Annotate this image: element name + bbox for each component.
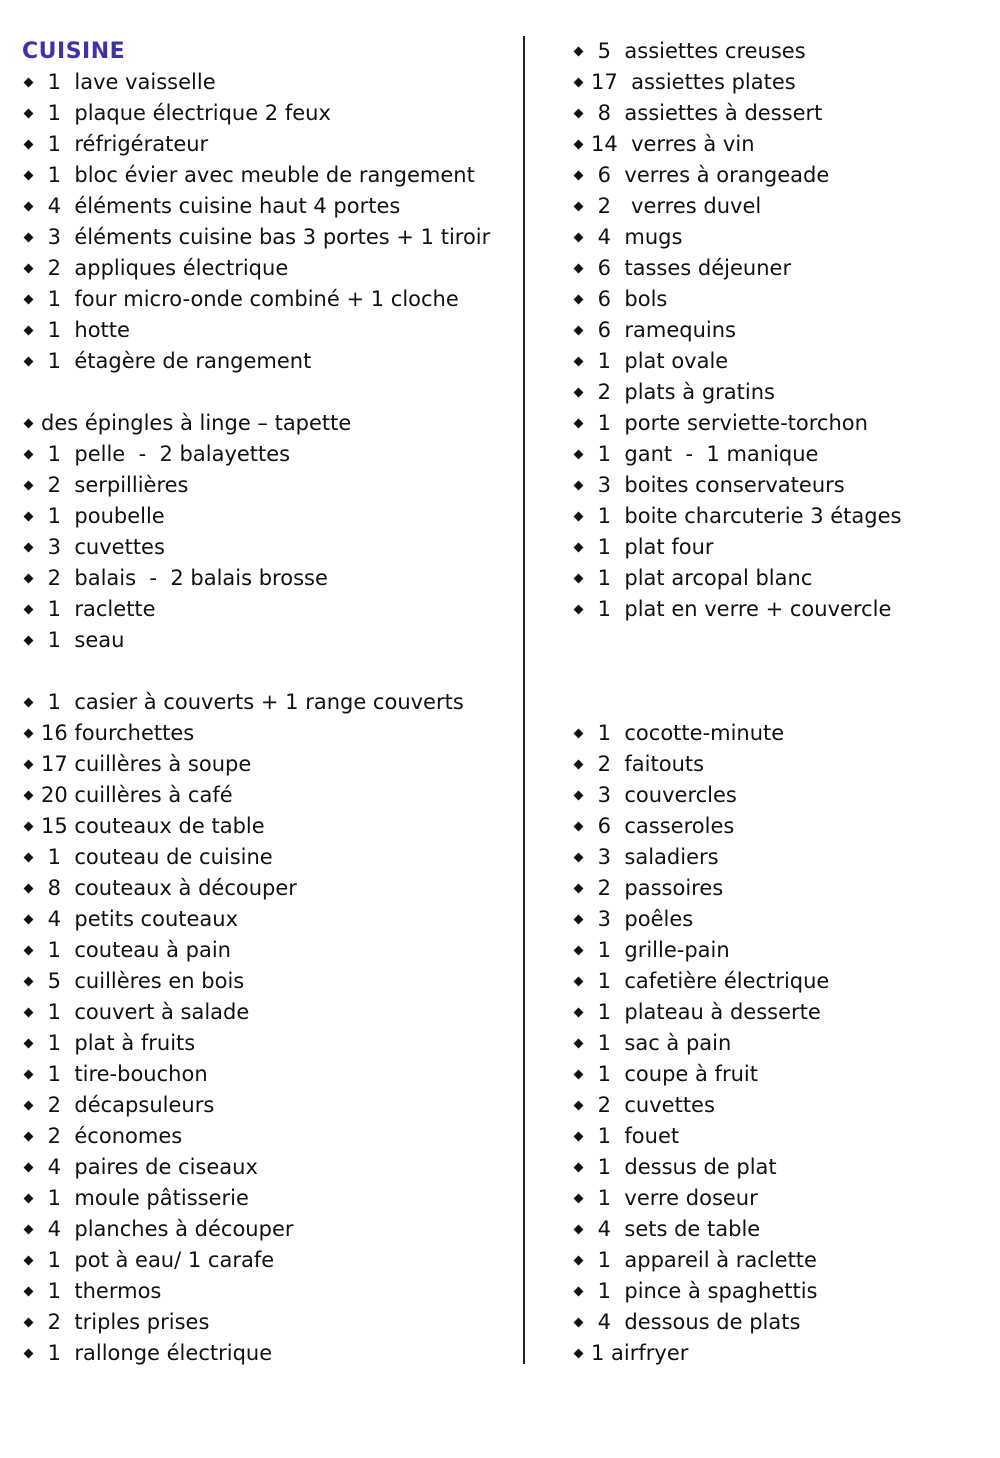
diamond-bullet-icon: [24, 977, 34, 987]
list-item: [22, 470, 517, 501]
diamond-bullet-icon: [574, 1070, 584, 1080]
list-item-text: 1 gant - 1 manique: [591, 442, 819, 466]
list-item: [22, 966, 517, 997]
list-item: [22, 563, 517, 594]
list-item-text: 6 casseroles: [591, 814, 735, 838]
list-item: [22, 1090, 517, 1121]
diamond-bullet-icon: [24, 1101, 34, 1111]
list-item: [22, 532, 517, 563]
list-item: [572, 222, 987, 253]
diamond-bullet-icon: [24, 1318, 34, 1328]
list-item: [572, 1090, 987, 1121]
list-item-text: 4 mugs: [591, 225, 683, 249]
spacer: [572, 625, 987, 656]
diamond-bullet-icon: [574, 1008, 584, 1018]
list-item: [572, 966, 987, 997]
diamond-bullet-icon: [574, 574, 584, 584]
list-item: [572, 377, 987, 408]
list-item-text: 1 couteau de cuisine: [41, 845, 273, 869]
list-item: [572, 594, 987, 625]
spacer: [22, 656, 517, 687]
list-item: [572, 98, 987, 129]
list-item-text: 1 tire-bouchon: [41, 1062, 208, 1086]
list-item: [572, 501, 987, 532]
list-item-text: 1 appareil à raclette: [591, 1248, 817, 1272]
diamond-bullet-icon: [574, 946, 584, 956]
list-item-text: 6 bols: [591, 287, 668, 311]
list-item-text: 1 four micro-onde combiné + 1 cloche: [41, 287, 459, 311]
diamond-bullet-icon: [574, 1163, 584, 1173]
list-item-text: 4 sets de table: [591, 1217, 761, 1241]
list-item: [22, 284, 517, 315]
list-item: [22, 1059, 517, 1090]
left-column: [22, 36, 517, 1369]
list-item-text: 1 couteau à pain: [41, 938, 231, 962]
diamond-bullet-icon: [24, 574, 34, 584]
list-item: [572, 191, 987, 222]
list-item: [572, 408, 987, 439]
diamond-bullet-icon: [24, 233, 34, 243]
list-item-text: 3 éléments cuisine bas 3 portes + 1 tiroir: [41, 225, 491, 249]
diamond-bullet-icon: [574, 1225, 584, 1235]
diamond-bullet-icon: [574, 47, 584, 57]
list-item: [22, 408, 517, 439]
diamond-bullet-icon: [574, 1194, 584, 1204]
list-item: [572, 67, 987, 98]
list-item: [22, 129, 517, 160]
list-item: [22, 1214, 517, 1245]
list-item-text: 1 grille-pain: [591, 938, 730, 962]
list-item-text: 4 éléments cuisine haut 4 portes: [41, 194, 401, 218]
list-item-text: 1 casier à couverts + 1 range couverts: [41, 690, 464, 714]
diamond-bullet-icon: [574, 1101, 584, 1111]
spacer: [572, 656, 987, 687]
diamond-bullet-icon: [574, 884, 584, 894]
list-item: [572, 346, 987, 377]
list-item: [22, 842, 517, 873]
list-item: [572, 1276, 987, 1307]
list-item-text: 3 couvercles: [591, 783, 737, 807]
left-list-cleaning: [22, 408, 517, 656]
diamond-bullet-icon: [574, 419, 584, 429]
diamond-bullet-icon: [24, 791, 34, 801]
diamond-bullet-icon: [24, 1039, 34, 1049]
list-item-text: 4 petits couteaux: [41, 907, 239, 931]
diamond-bullet-icon: [24, 698, 34, 708]
list-item-text: 14 verres à vin: [591, 132, 755, 156]
list-item-text: 20 cuillères à café: [41, 783, 233, 807]
list-item: [22, 718, 517, 749]
list-item-text: 6 verres à orangeade: [591, 163, 830, 187]
list-item: [22, 687, 517, 718]
list-item-text: 1 pince à spaghettis: [591, 1279, 818, 1303]
list-item: [572, 780, 987, 811]
list-item-text: 3 cuvettes: [41, 535, 165, 559]
list-item: [572, 1121, 987, 1152]
diamond-bullet-icon: [24, 543, 34, 553]
list-item-text: 16 fourchettes: [41, 721, 195, 745]
list-item: [22, 811, 517, 842]
diamond-bullet-icon: [574, 853, 584, 863]
list-item-text: 2 verres duvel: [591, 194, 762, 218]
diamond-bullet-icon: [24, 605, 34, 615]
diamond-bullet-icon: [24, 512, 34, 522]
list-item: [22, 625, 517, 656]
list-item-text: 6 tasses déjeuner: [591, 256, 792, 280]
list-item: [22, 346, 517, 377]
list-item-text: 1 seau: [41, 628, 125, 652]
diamond-bullet-icon: [24, 202, 34, 212]
list-item-text: 2 cuvettes: [591, 1093, 715, 1117]
list-item-text: 2 balais - 2 balais brosse: [41, 566, 328, 590]
spacer: [572, 687, 987, 718]
diamond-bullet-icon: [24, 1349, 34, 1359]
list-item: [22, 98, 517, 129]
list-item: [22, 780, 517, 811]
list-item: [572, 563, 987, 594]
list-item: [22, 160, 517, 191]
diamond-bullet-icon: [574, 264, 584, 274]
list-item: [572, 129, 987, 160]
list-item: [572, 470, 987, 501]
diamond-bullet-icon: [24, 729, 34, 739]
list-item: [572, 718, 987, 749]
list-item: [572, 36, 987, 67]
diamond-bullet-icon: [574, 1256, 584, 1266]
diamond-bullet-icon: [24, 915, 34, 925]
list-item-text: 1 plat arcopal blanc: [591, 566, 813, 590]
diamond-bullet-icon: [574, 791, 584, 801]
list-item-text: 2 appliques électrique: [41, 256, 289, 280]
list-item: [22, 935, 517, 966]
list-item-text: 1 plat à fruits: [41, 1031, 196, 1055]
diamond-bullet-icon: [574, 481, 584, 491]
diamond-bullet-icon: [24, 1008, 34, 1018]
list-item: [572, 1183, 987, 1214]
diamond-bullet-icon: [574, 171, 584, 181]
list-item: [22, 594, 517, 625]
diamond-bullet-icon: [24, 884, 34, 894]
diamond-bullet-icon: [574, 295, 584, 305]
diamond-bullet-icon: [574, 1132, 584, 1142]
list-item: [572, 439, 987, 470]
list-item-text: 1 poubelle: [41, 504, 165, 528]
list-item: [22, 315, 517, 346]
list-item-text: 1 thermos: [41, 1279, 162, 1303]
list-item: [572, 1307, 987, 1338]
list-item-text: 1 cafetière électrique: [591, 969, 830, 993]
diamond-bullet-icon: [24, 1163, 34, 1173]
list-item-text: 1 étagère de rangement: [41, 349, 312, 373]
list-item-text: 1 hotte: [41, 318, 130, 342]
list-item-text: 2 serpillières: [41, 473, 189, 497]
list-item-text: 1 pelle - 2 balayettes: [41, 442, 291, 466]
left-list-cutlery: [22, 687, 517, 1369]
diamond-bullet-icon: [574, 977, 584, 987]
list-item: [22, 904, 517, 935]
diamond-bullet-icon: [24, 264, 34, 274]
list-item-text: 17 cuillères à soupe: [41, 752, 252, 776]
list-item: [22, 1338, 517, 1369]
diamond-bullet-icon: [24, 946, 34, 956]
list-item-text: 2 passoires: [591, 876, 724, 900]
diamond-bullet-icon: [574, 109, 584, 119]
list-item: [572, 904, 987, 935]
list-item-text: 3 poêles: [591, 907, 694, 931]
list-item-text: 3 saladiers: [591, 845, 719, 869]
list-item: [22, 873, 517, 904]
list-item: [572, 935, 987, 966]
list-item: [22, 253, 517, 284]
list-item: [572, 749, 987, 780]
diamond-bullet-icon: [574, 1318, 584, 1328]
list-item-text: 5 assiettes creuses: [591, 39, 806, 63]
diamond-bullet-icon: [24, 419, 34, 429]
list-item-text: des épingles à linge – tapette: [41, 411, 352, 435]
list-item-text: 4 dessous de plats: [591, 1310, 801, 1334]
list-item: [22, 749, 517, 780]
list-item-text: 1 boite charcuterie 3 étages: [591, 504, 902, 528]
diamond-bullet-icon: [574, 140, 584, 150]
list-item-text: 15 couteaux de table: [41, 814, 265, 838]
list-item: [22, 222, 517, 253]
diamond-bullet-icon: [24, 1225, 34, 1235]
list-item-text: 1 raclette: [41, 597, 156, 621]
right-list-cookware: [572, 718, 987, 1369]
list-item-text: 2 économes: [41, 1124, 183, 1148]
diamond-bullet-icon: [574, 357, 584, 367]
diamond-bullet-icon: [24, 140, 34, 150]
list-item-text: 1 réfrigérateur: [41, 132, 209, 156]
list-item-text: 1 porte serviette-torchon: [591, 411, 868, 435]
list-item: [22, 439, 517, 470]
diamond-bullet-icon: [24, 357, 34, 367]
diamond-bullet-icon: [574, 915, 584, 925]
diamond-bullet-icon: [24, 1287, 34, 1297]
list-item: [22, 1152, 517, 1183]
list-item-text: 1 plat en verre + couvercle: [591, 597, 892, 621]
list-item-text: 1 bloc évier avec meuble de rangement: [41, 163, 475, 187]
list-item-text: 4 planches à découper: [41, 1217, 294, 1241]
diamond-bullet-icon: [24, 481, 34, 491]
list-item-text: 1 airfryer: [591, 1341, 689, 1365]
diamond-bullet-icon: [24, 1194, 34, 1204]
list-item-text: 1 plaque électrique 2 feux: [41, 101, 331, 125]
list-item: [22, 1276, 517, 1307]
list-item-text: 3 boites conservateurs: [591, 473, 845, 497]
spacer: [22, 377, 517, 408]
list-item-text: 2 triples prises: [41, 1310, 210, 1334]
list-item: [572, 873, 987, 904]
list-item-text: 1 cocotte-minute: [591, 721, 785, 745]
list-item-text: 1 sac à pain: [591, 1031, 732, 1055]
diamond-bullet-icon: [24, 1256, 34, 1266]
diamond-bullet-icon: [24, 636, 34, 646]
diamond-bullet-icon: [574, 202, 584, 212]
list-item: [572, 532, 987, 563]
left-list-appliances: [22, 67, 517, 377]
diamond-bullet-icon: [574, 760, 584, 770]
list-item-text: 1 verre doseur: [591, 1186, 758, 1210]
list-item: [572, 1214, 987, 1245]
diamond-bullet-icon: [24, 1132, 34, 1142]
diamond-bullet-icon: [24, 171, 34, 181]
diamond-bullet-icon: [574, 1287, 584, 1297]
list-item-text: 1 plat ovale: [591, 349, 729, 373]
list-item: [572, 315, 987, 346]
list-item: [22, 67, 517, 98]
diamond-bullet-icon: [574, 1349, 584, 1359]
column-divider: [523, 36, 525, 1364]
diamond-bullet-icon: [574, 450, 584, 460]
list-item: [22, 1245, 517, 1276]
list-item: [22, 191, 517, 222]
diamond-bullet-icon: [24, 109, 34, 119]
list-item: [572, 1028, 987, 1059]
diamond-bullet-icon: [574, 729, 584, 739]
list-item-text: 1 coupe à fruit: [591, 1062, 758, 1086]
diamond-bullet-icon: [574, 326, 584, 336]
list-item-text: 1 moule pâtisserie: [41, 1186, 249, 1210]
list-item-text: 1 lave vaisselle: [41, 70, 216, 94]
list-item-text: 1 fouet: [591, 1124, 680, 1148]
diamond-bullet-icon: [574, 388, 584, 398]
list-item: [22, 1183, 517, 1214]
list-item-text: 6 ramequins: [591, 318, 736, 342]
list-item: [572, 842, 987, 873]
list-item-text: 2 plats à gratins: [591, 380, 775, 404]
diamond-bullet-icon: [24, 822, 34, 832]
list-item: [572, 284, 987, 315]
list-item-text: 1 dessus de plat: [591, 1155, 777, 1179]
list-item: [22, 1028, 517, 1059]
list-item-text: 8 couteaux à découper: [41, 876, 297, 900]
right-column: [572, 36, 987, 1369]
diamond-bullet-icon: [24, 760, 34, 770]
list-item: [572, 1338, 987, 1369]
diamond-bullet-icon: [24, 853, 34, 863]
list-item-text: 1 couvert à salade: [41, 1000, 250, 1024]
list-item: [572, 1152, 987, 1183]
list-item: [22, 1307, 517, 1338]
list-item-text: 1 plat four: [591, 535, 714, 559]
list-item-text: 17 assiettes plates: [591, 70, 796, 94]
diamond-bullet-icon: [574, 512, 584, 522]
list-item: [572, 253, 987, 284]
list-item: [572, 997, 987, 1028]
diamond-bullet-icon: [574, 1039, 584, 1049]
list-item-text: 4 paires de ciseaux: [41, 1155, 258, 1179]
diamond-bullet-icon: [574, 233, 584, 243]
diamond-bullet-icon: [574, 78, 584, 88]
list-item-text: 5 cuillères en bois: [41, 969, 245, 993]
list-item-text: 1 pot à eau/ 1 carafe: [41, 1248, 275, 1272]
list-item: [572, 811, 987, 842]
list-item-text: 8 assiettes à dessert: [591, 101, 823, 125]
right-list-tableware: [572, 36, 987, 625]
list-item: [572, 1059, 987, 1090]
diamond-bullet-icon: [24, 326, 34, 336]
diamond-bullet-icon: [24, 295, 34, 305]
list-item-text: 1 plateau à desserte: [591, 1000, 821, 1024]
list-item: [22, 997, 517, 1028]
list-item-text: 1 rallonge électrique: [41, 1341, 273, 1365]
diamond-bullet-icon: [574, 822, 584, 832]
diamond-bullet-icon: [24, 78, 34, 88]
list-item: [22, 1121, 517, 1152]
list-item: [22, 501, 517, 532]
diamond-bullet-icon: [24, 1070, 34, 1080]
list-item-text: 2 faitouts: [591, 752, 705, 776]
section-title-cuisine: CUISINE: [22, 39, 126, 64]
list-item-text: 2 décapsuleurs: [41, 1093, 215, 1117]
diamond-bullet-icon: [24, 450, 34, 460]
list-item: [572, 1245, 987, 1276]
diamond-bullet-icon: [574, 605, 584, 615]
list-item: [572, 160, 987, 191]
diamond-bullet-icon: [574, 543, 584, 553]
